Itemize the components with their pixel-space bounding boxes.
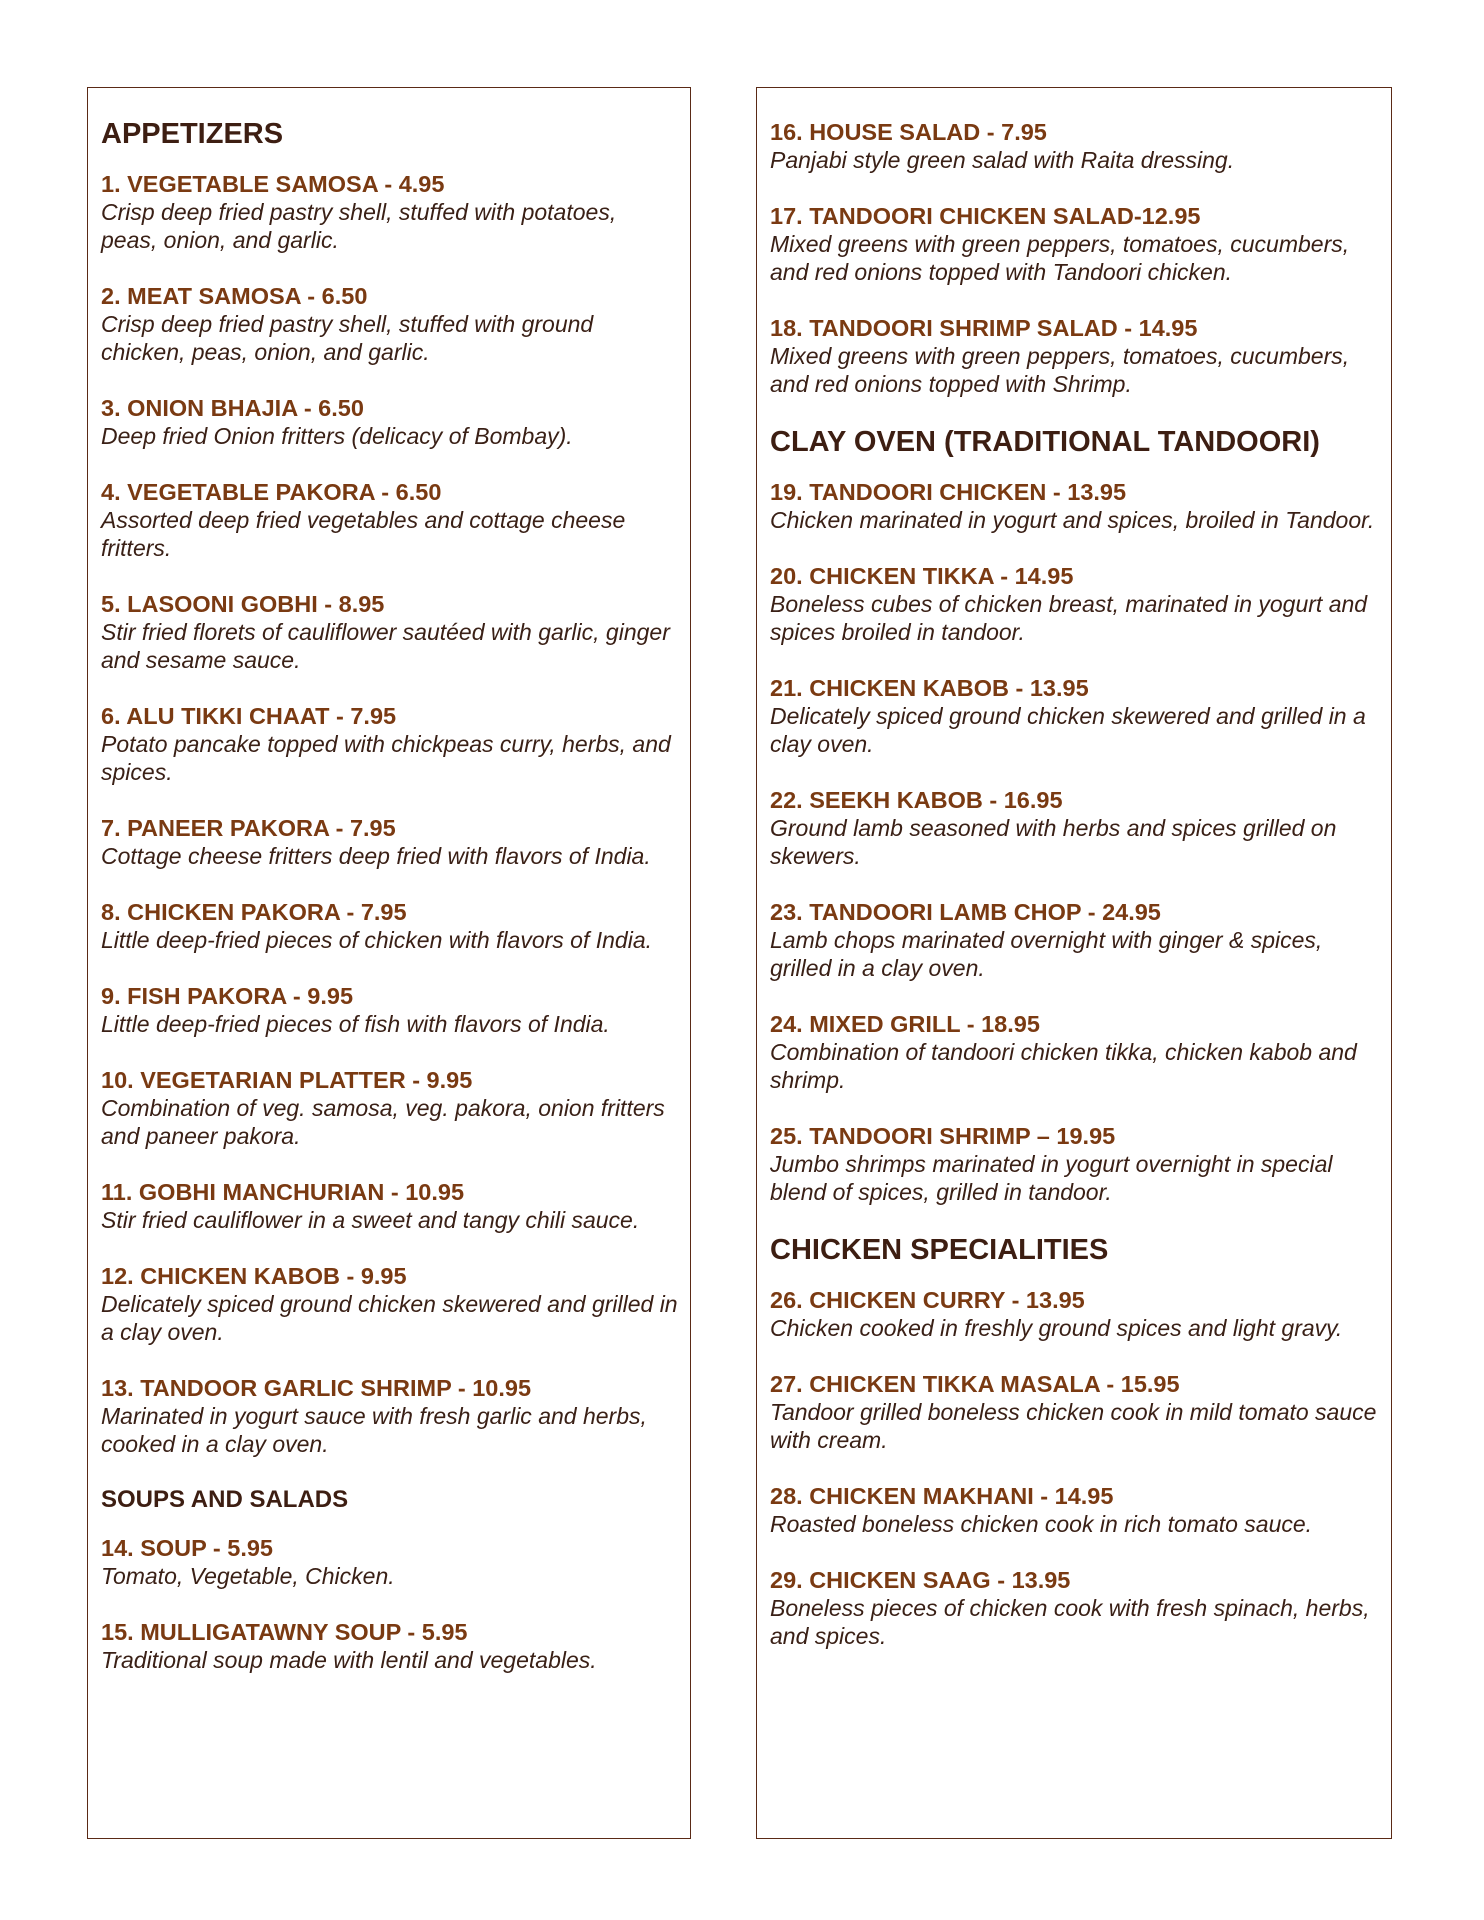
- menu-section-chicken-specialities: [770, 1234, 1379, 1650]
- menu-item-description: Crisp deep fried pastry shell, stuffed with ground chicken, peas, onion, and garlic.: [101, 311, 594, 365]
- menu-item: [770, 1566, 1379, 1650]
- menu-item-title: 20. CHICKEN TIKKA - 14.95: [770, 563, 1074, 589]
- menu-item: [770, 1370, 1379, 1454]
- menu-item-description: Tomato, Vegetable, Chicken.: [101, 1563, 395, 1589]
- menu-item-description: Stir fried cauliflower in a sweet and tangy chili sauce.: [101, 1207, 640, 1233]
- menu-item: [101, 1066, 678, 1150]
- menu-item-title: 3. ONION BHAJIA - 6.50: [101, 395, 364, 421]
- menu-item-description: Chicken marinated in yogurt and spices, broiled in Tandoor.: [770, 507, 1375, 533]
- menu-item-title: 19. TANDOORI CHICKEN - 13.95: [770, 479, 1127, 505]
- menu-item: [101, 982, 678, 1038]
- menu-column-left: [87, 87, 691, 1839]
- menu-item: [101, 1262, 678, 1346]
- menu-item-description: Combination of veg. samosa, veg. pakora, onion fritters and paneer pakora.: [101, 1095, 665, 1149]
- menu-item-description: Potato pancake topped with chickpeas curry, herbs, and spices.: [101, 731, 671, 785]
- menu-item-description: Combination of tandoori chicken tikka, chicken kabob and shrimp.: [770, 1039, 1357, 1093]
- menu-item-title: 22. SEEKH KABOB - 16.95: [770, 787, 1063, 813]
- menu-item-description: Traditional soup made with lentil and vegetables.: [101, 1647, 597, 1673]
- menu-item-title: 6. ALU TIKKI CHAAT - 7.95: [101, 703, 397, 729]
- menu-item: [770, 1122, 1379, 1206]
- menu-item-description: Delicately spiced ground chicken skewered and grilled in a clay oven.: [101, 1291, 678, 1345]
- menu-item-description: Boneless pieces of chicken cook with fresh spinach, herbs, and spices.: [770, 1595, 1370, 1649]
- menu-item-title: 26. CHICKEN CURRY - 13.95: [770, 1287, 1085, 1313]
- menu-item-title: 10. VEGETARIAN PLATTER - 9.95: [101, 1067, 473, 1093]
- menu-item: [101, 1618, 678, 1674]
- menu-item-description: Assorted deep fried vegetables and cottage cheese fritters.: [101, 507, 626, 561]
- menu-item-title: 21. CHICKEN KABOB - 13.95: [770, 675, 1089, 701]
- menu-item-description: Cottage cheese fritters deep fried with flavors of India.: [101, 843, 651, 869]
- menu-item-title: 13. TANDOOR GARLIC SHRIMP - 10.95: [101, 1375, 532, 1401]
- menu-item: [101, 898, 678, 954]
- menu-item: [101, 478, 678, 562]
- menu-item-title: 15. MULLIGATAWNY SOUP - 5.95: [101, 1619, 468, 1645]
- menu-item: [101, 170, 678, 254]
- menu-item-title: 14. SOUP - 5.95: [101, 1535, 273, 1561]
- menu-item-title: 12. CHICKEN KABOB - 9.95: [101, 1263, 407, 1289]
- menu-item-title: 16. HOUSE SALAD - 7.95: [770, 119, 1047, 145]
- menu-item-title: 18. TANDOORI SHRIMP SALAD - 14.95: [770, 315, 1198, 341]
- menu-item: [770, 1482, 1379, 1538]
- menu-item-title: 7. PANEER PAKORA - 7.95: [101, 815, 396, 841]
- menu-item-title: 8. CHICKEN PAKORA - 7.95: [101, 899, 407, 925]
- menu-item: [101, 1534, 678, 1590]
- menu-item-description: Ground lamb seasoned with herbs and spices grilled on skewers.: [770, 815, 1337, 869]
- section-heading: SOUPS AND SALADS: [101, 1486, 349, 1513]
- menu-item-title: 2. MEAT SAMOSA - 6.50: [101, 283, 368, 309]
- section-heading: CHICKEN SPECIALITIES: [770, 1234, 1109, 1266]
- menu-item-description: Lamb chops marinated overnight with ginger & spices, grilled in a clay oven.: [770, 927, 1323, 981]
- menu-item-title: 25. TANDOORI SHRIMP – 19.95: [770, 1123, 1116, 1149]
- menu-item: [101, 590, 678, 674]
- menu-item-title: 27. CHICKEN TIKKA MASALA - 15.95: [770, 1371, 1180, 1397]
- menu-item: [101, 282, 678, 366]
- menu-item: [101, 1374, 678, 1458]
- menu-item: [101, 702, 678, 786]
- menu-item-description: Crisp deep fried pastry shell, stuffed with potatoes, peas, onion, and garlic.: [101, 199, 617, 253]
- menu-item-description: Mixed greens with green peppers, tomatoes, cucumbers, and red onions topped with Tandoori chicken.: [770, 231, 1350, 285]
- menu-section: [770, 118, 1379, 398]
- menu-item-description: Little deep-fried pieces of fish with flavors of India.: [101, 1011, 610, 1037]
- menu-item-title: 5. LASOONI GOBHI - 8.95: [101, 591, 385, 617]
- menu-item: [770, 786, 1379, 870]
- menu-item-title: 17. TANDOORI CHICKEN SALAD-12.95: [770, 203, 1201, 229]
- menu-item: [770, 118, 1379, 174]
- menu-item: [770, 478, 1379, 534]
- menu-item-description: Delicately spiced ground chicken skewered and grilled in a clay oven.: [770, 703, 1366, 757]
- menu-item-description: Tandoor grilled boneless chicken cook in mild tomato sauce with cream.: [770, 1399, 1377, 1453]
- menu-column-right: [756, 87, 1392, 1839]
- menu-item-title: 4. VEGETABLE PAKORA - 6.50: [101, 479, 442, 505]
- menu-item-title: 1. VEGETABLE SAMOSA - 4.95: [101, 171, 445, 197]
- menu-section-appetizers: [101, 118, 678, 1458]
- menu-item: [770, 1286, 1379, 1342]
- menu-item: [770, 202, 1379, 286]
- menu-item-description: Panjabi style green salad with Raita dressing.: [770, 147, 1235, 173]
- menu-item-description: Jumbo shrimps marinated in yogurt overnight in special blend of spices, grilled in tandoor.: [770, 1151, 1333, 1205]
- menu-item: [770, 898, 1379, 982]
- menu-item-title: 11. GOBHI MANCHURIAN - 10.95: [101, 1179, 465, 1205]
- section-heading: APPETIZERS: [101, 118, 284, 150]
- menu-section-clay-oven-traditional-tandoori: [770, 426, 1379, 1206]
- menu-item-title: 9. FISH PAKORA - 9.95: [101, 983, 354, 1009]
- section-heading: CLAY OVEN (TRADITIONAL TANDOORI): [770, 426, 1320, 458]
- menu-item-title: 28. CHICKEN MAKHANI - 14.95: [770, 1483, 1114, 1509]
- menu-item-description: Mixed greens with green peppers, tomatoes, cucumbers, and red onions topped with Shrimp.: [770, 343, 1350, 397]
- menu-item-description: Roasted boneless chicken cook in rich tomato sauce.: [770, 1511, 1313, 1537]
- menu-item: [770, 674, 1379, 758]
- menu-item-description: Marinated in yogurt sauce with fresh garlic and herbs, cooked in a clay oven.: [101, 1403, 647, 1457]
- menu-item: [770, 314, 1379, 398]
- menu-section-soups-and-salads: [101, 1486, 678, 1674]
- menu-item-title: 29. CHICKEN SAAG - 13.95: [770, 1567, 1071, 1593]
- menu-item-description: Boneless cubes of chicken breast, marinated in yogurt and spices broiled in tandoor.: [770, 591, 1368, 645]
- menu-item: [101, 814, 678, 870]
- menu-item: [770, 1010, 1379, 1094]
- menu-item-title: 23. TANDOORI LAMB CHOP - 24.95: [770, 899, 1161, 925]
- menu-item-description: Stir fried florets of cauliflower sautéed with garlic, ginger and sesame sauce.: [101, 619, 670, 673]
- menu-item-description: Deep fried Onion fritters (delicacy of Bombay).: [101, 423, 573, 449]
- menu-item-title: 24. MIXED GRILL - 18.95: [770, 1011, 1040, 1037]
- menu-item-description: Chicken cooked in freshly ground spices and light gravy.: [770, 1315, 1343, 1341]
- menu-item-description: Little deep-fried pieces of chicken with flavors of India.: [101, 927, 653, 953]
- menu-item: [101, 394, 678, 450]
- menu-item: [770, 562, 1379, 646]
- menu-item: [101, 1178, 678, 1234]
